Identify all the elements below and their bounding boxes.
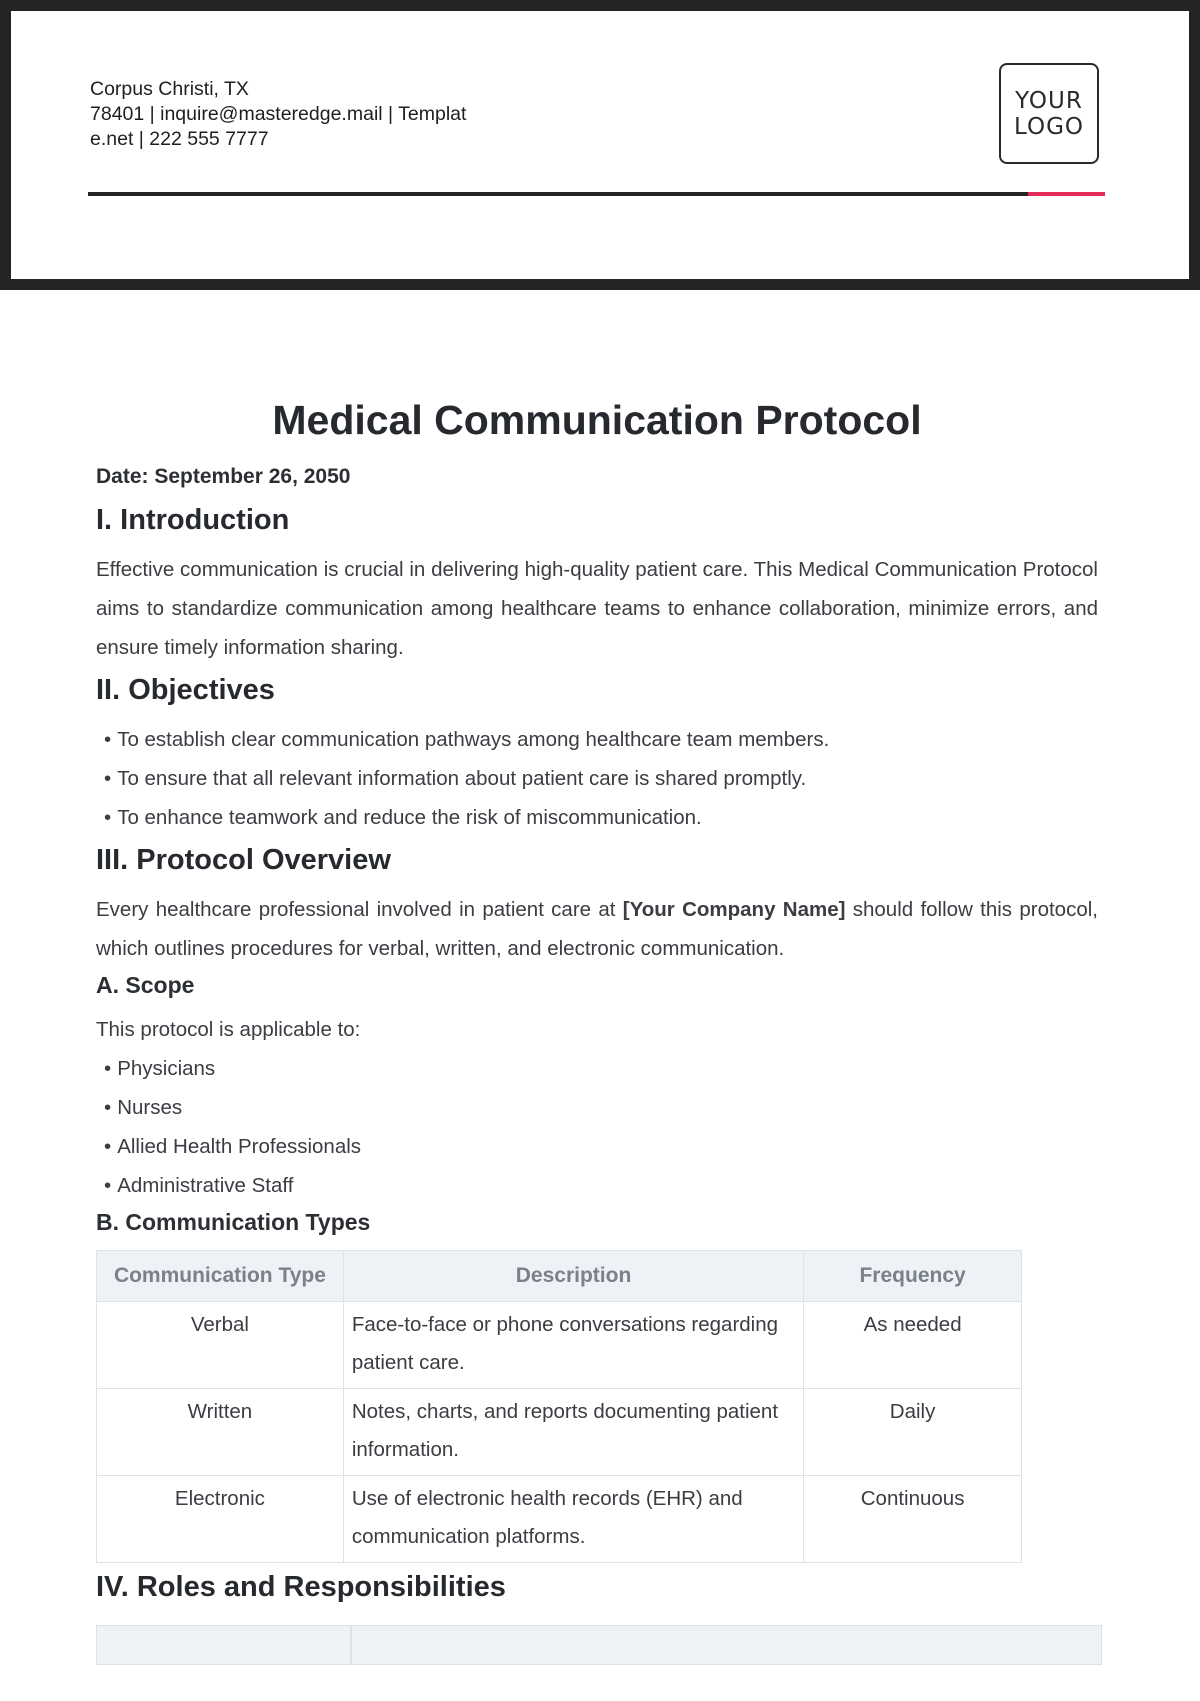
cell-type: Verbal bbox=[97, 1302, 344, 1389]
roles-table-header-cell bbox=[351, 1625, 1102, 1665]
section-heading-roles: IV. Roles and Responsibilities bbox=[96, 1571, 506, 1603]
address-line-1: Corpus Christi, TX bbox=[90, 78, 249, 100]
cell-description: Notes, charts, and reports documenting patient information. bbox=[343, 1389, 803, 1476]
objectives-list bbox=[96, 720, 1098, 837]
overview-text-start: Every healthcare professional involved in patient care at bbox=[96, 898, 623, 921]
table-row bbox=[97, 1476, 1022, 1563]
overview-text bbox=[96, 890, 1098, 968]
logo-placeholder bbox=[999, 63, 1099, 164]
column-header: Frequency bbox=[804, 1251, 1022, 1302]
table-header-row bbox=[97, 1251, 1022, 1302]
table-row bbox=[97, 1302, 1022, 1389]
list-item: • Physicians bbox=[96, 1049, 1098, 1088]
cell-frequency: As needed bbox=[804, 1302, 1022, 1389]
divider-accent-segment bbox=[1028, 192, 1105, 196]
cell-frequency: Continuous bbox=[804, 1476, 1022, 1563]
scope-list bbox=[96, 1049, 1098, 1205]
document-content bbox=[96, 390, 1098, 1665]
logo-text-bottom: LOGO bbox=[1013, 113, 1085, 140]
list-item: • Administrative Staff bbox=[96, 1166, 1098, 1205]
address-line-2: 78401 | inquire@masteredge.mail | Template.net | 222 555 7777 bbox=[90, 103, 467, 150]
cell-description: Face-to-face or phone conversations regarding patient care. bbox=[343, 1302, 803, 1389]
list-item: • To ensure that all relevant information about patient care is shared promptly. bbox=[96, 759, 1098, 798]
cell-description: Use of electronic health records (EHR) and communication platforms. bbox=[343, 1476, 803, 1563]
list-item: • To enhance teamwork and reduce the risk of miscommunication. bbox=[96, 798, 1098, 837]
roles-table-header-cell bbox=[96, 1625, 351, 1665]
section-heading-objectives: II. Objectives bbox=[96, 674, 275, 706]
divider-dark-segment bbox=[88, 192, 1028, 196]
column-header: Description bbox=[343, 1251, 803, 1302]
list-item: • To establish clear communication pathways among healthcare team members. bbox=[96, 720, 1098, 759]
cell-type: Electronic bbox=[97, 1476, 344, 1563]
cell-frequency: Daily bbox=[804, 1389, 1022, 1476]
section-heading-overview: III. Protocol Overview bbox=[96, 844, 391, 876]
subsection-heading-communication-types: B. Communication Types bbox=[96, 1209, 371, 1235]
subsection-heading-scope: A. Scope bbox=[96, 972, 195, 998]
company-address bbox=[90, 77, 470, 152]
logo-text-top: YOUR bbox=[1015, 87, 1083, 114]
list-item: • Allied Health Professionals bbox=[96, 1127, 1098, 1166]
table-row bbox=[97, 1389, 1022, 1476]
header-divider bbox=[88, 192, 1105, 196]
scope-intro: This protocol is applicable to: bbox=[96, 1018, 361, 1041]
list-item: • Nurses bbox=[96, 1088, 1098, 1127]
header-band bbox=[0, 0, 1200, 290]
cell-type: Written bbox=[97, 1389, 344, 1476]
section-heading-introduction: I. Introduction bbox=[96, 504, 290, 536]
overview-text-end: should follow this protocol, which outlines procedures for verbal, written, and electronic communication. bbox=[96, 898, 1098, 960]
document-date: Date: September 26, 2050 bbox=[96, 465, 351, 488]
company-name-placeholder: [Your Company Name] bbox=[622, 898, 846, 921]
column-header: Communication Type bbox=[97, 1251, 344, 1302]
page-title: Medical Communication Protocol bbox=[272, 397, 922, 443]
roles-table-partial bbox=[96, 1625, 1102, 1665]
communication-types-table bbox=[96, 1250, 1022, 1563]
header-panel bbox=[11, 11, 1189, 279]
introduction-text: Effective communication is crucial in delivering high-quality patient care. This Medical Communication Protocol aims to standardize communication among healthcare teams to enhance collaboration, minimize errors, and ensure timely information sharing. bbox=[96, 558, 1098, 659]
